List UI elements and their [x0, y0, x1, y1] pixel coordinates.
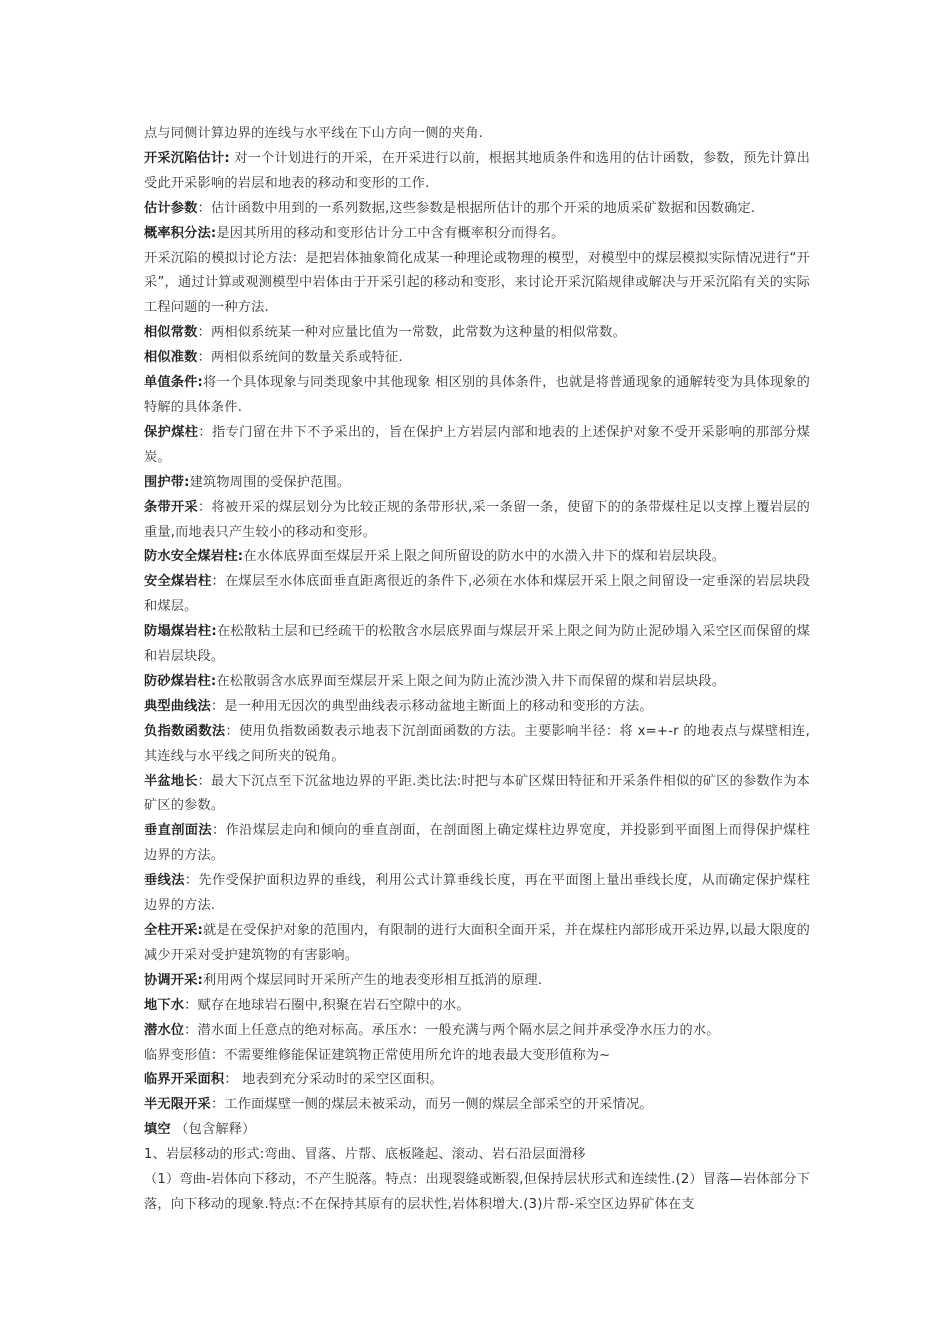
paragraph-text: ：潜水面上任意点的绝对标高。承压水：一般充满与两个隔水层之间并承受净水压力的水。 — [184, 1022, 720, 1038]
paragraph-text: 对一个计划进行的开采，在开采进行以前，根据其地质条件和选用的估计函数，参数，预先计算出受此开采影响的岩层和地表的移动和变形的工作. — [144, 150, 810, 191]
paragraph — [144, 122, 810, 147]
paragraph — [144, 994, 810, 1019]
paragraph-text: ：工作面煤壁一侧的煤层未被采动，而另一侧的煤层全部采空的开采情况。 — [210, 1097, 653, 1113]
term-label: 潜水位 — [144, 1022, 185, 1038]
paragraph — [144, 471, 810, 496]
paragraph-text: 开采沉陷的模拟讨论方法：是把岩体抽象简化成某一种理论或物理的模型，对模型中的煤层模拟实际情况进行“开采”，通过计算或观测模型中岩体由于开采引起的移动和变形，来讨论开采沉陷规律或解决与开采沉陷有关的实际工程问题的一种方法. — [144, 250, 810, 316]
paragraph — [144, 1168, 810, 1218]
term-label: 单值条件: — [144, 375, 204, 391]
term-label: 安全煤岩柱 — [144, 574, 212, 590]
paragraph — [144, 770, 810, 820]
term-label: 防塌煤岩柱: — [144, 624, 217, 640]
paragraph — [144, 670, 810, 695]
paragraph — [144, 720, 810, 770]
paragraph-text: ：将被开采的煤层划分为比较正规的条带形状,采一条留一条，使留下的的条带煤柱足以支撑上覆岩层的重量,而地表只产生较小的移动和变形。 — [144, 499, 810, 540]
section-heading — [144, 1118, 810, 1143]
paragraph-text: （1）弯曲-岩体向下移动，不产生脱落。特点：出现裂缝或断裂,但保持层状形式和连续性.(2）冒落—岩体部分下落，向下移动的现象.特点:不在保持其原有的层状性,岩体积增大.(3)片帮-采空区边界矿体在支 — [144, 1172, 810, 1212]
paragraph — [144, 695, 810, 720]
term-label: 围护带: — [144, 474, 190, 490]
paragraph — [144, 321, 810, 346]
paragraph-text: ：先作受保护面积边界的垂线，利用公式计算垂线长度，再在平面图上量出垂线长度，从而确定保护煤柱边界的方法. — [144, 873, 810, 914]
paragraph-text: ：是一种用无因次的典型曲线表示移动盆地主断面上的移动和变形的方法。 — [210, 698, 653, 714]
paragraph — [144, 869, 810, 919]
paragraph — [144, 197, 810, 222]
term-label: 保护煤柱 — [144, 424, 199, 440]
term-label: 地下水 — [144, 997, 185, 1013]
term-label: 协调开采: — [144, 972, 204, 988]
paragraph-text: 1、岩层移动的形式:弯曲、冒落、片帮、底板隆起、滚动、岩石沿层面滑移 — [144, 1147, 586, 1163]
paragraph — [144, 1143, 810, 1168]
paragraph — [144, 247, 810, 322]
paragraph-text: 点与同侧计算边界的连线与水平线在下山方向一侧的夹角. — [144, 126, 484, 141]
paragraph-text: ：作沿煤层走向和倾向的垂直剖面，在剖面图上确定煤柱边界宽度，并投影到平面图上而得保护煤柱边界的方法。 — [144, 823, 811, 864]
term-label: 典型曲线法 — [144, 698, 211, 714]
paragraph-text: 利用两个煤层同时开采所产生的地表变形相互抵消的原理. — [203, 972, 543, 988]
paragraph — [144, 421, 810, 471]
term-label: 垂线法 — [144, 873, 185, 889]
paragraph — [144, 346, 810, 371]
paragraph — [144, 1093, 810, 1118]
paragraph-text: ：指专门留在井下不予采出的，旨在保护上方岩层内部和地表的上述保护对象不受开采影响的那部分煤炭。 — [144, 424, 810, 465]
document-body — [144, 122, 810, 1218]
term-label: 防水安全煤岩柱: — [144, 549, 244, 565]
paragraph — [144, 222, 810, 247]
term-label: 垂直剖面法 — [144, 823, 212, 839]
paragraph-text: ： 地表到充分采动时的采空区面积。 — [224, 1072, 443, 1088]
term-label: 相似常数 — [144, 325, 198, 341]
term-label: 开采沉陷估计: — [144, 150, 230, 166]
paragraph — [144, 819, 810, 869]
term-label: 条带开采 — [144, 499, 199, 515]
paragraph-text: 临界变形值：不需要维修能保证建筑物正常使用所允许的地表最大变形值称为~ — [144, 1047, 611, 1063]
paragraph-text: 是因其所用的移动和变形估计分工中含有概率积分而得名。 — [216, 225, 565, 241]
paragraph-text: 将一个具体现象与同类现象中其他现象 相区别的具体条件，也就是将普通现象的通解转变为具体现象的特解的具体条件. — [144, 375, 811, 415]
paragraph — [144, 570, 810, 620]
term-label: 全柱开采: — [144, 923, 204, 938]
paragraph-text: 在水体底界面至煤层开采上限之间所留设的防水中的水溃入井下的煤和岩层块段。 — [243, 549, 726, 565]
paragraph-text: ：在煤层至水体底面垂直距离很近的条件下,必须在水体和煤层开采上限之间留设一定垂深的岩层块段和煤层。 — [144, 574, 810, 615]
term-label: 负指数函数法 — [144, 723, 226, 739]
paragraph-text: ：两相似系统某一种对应量比值为一常数，此常数为这种量的相似常数。 — [197, 325, 626, 341]
paragraph — [144, 1019, 810, 1044]
paragraph — [144, 1068, 810, 1093]
paragraph-text: 在松散弱含水底界面至煤层开采上限之间为防止流沙溃入井下而保留的煤和岩层块段。 — [216, 673, 726, 689]
paragraph-text: ：使用负指数函数表示地表下沉剖面函数的方法。主要影响半径：将 x=+-r 的地表点与煤壁相连,其连线与水平线之间所夹的锐角。 — [144, 723, 810, 764]
paragraph-text: 建筑物周围的受保护范围。 — [189, 474, 351, 490]
paragraph — [144, 147, 810, 197]
paragraph — [144, 969, 810, 994]
paragraph-text: ：两相似系统间的数量关系或特征. — [197, 350, 403, 366]
paragraph — [144, 1044, 810, 1069]
paragraph — [144, 919, 810, 969]
paragraph-text: 就是在受保护对象的范围内，有限制的进行大面积全面开采，并在煤柱内部形成开采边界,以最大限度的减少开采对受护建筑物的有害影响。 — [144, 923, 811, 963]
heading-label: 填空 — [144, 1122, 171, 1138]
term-label: 概率积分法: — [144, 225, 217, 241]
heading-note: （包含解释） — [170, 1122, 256, 1138]
paragraph-text: ：最大下沉点至下沉盆地边界的平距.类比法:时把与本矿区煤田特征和开采条件相似的矿区的参数作为本矿区的参数。 — [144, 773, 811, 814]
term-label: 防砂煤岩柱: — [144, 673, 217, 689]
paragraph-text: 在松散粘土层和已经疏干的松散含水层底界面与煤层开采上限之间为防止泥砂塌入采空区而保留的煤和岩层块段。 — [144, 624, 810, 665]
paragraph — [144, 496, 810, 546]
paragraph — [144, 545, 810, 570]
term-label: 半无限开采 — [144, 1097, 211, 1113]
term-label: 相似准数 — [144, 350, 198, 366]
paragraph-text: ：赋存在地球岩石圈中,积聚在岩石空隙中的水。 — [184, 997, 470, 1013]
term-label: 估计参数 — [144, 200, 198, 216]
paragraph — [144, 371, 810, 421]
term-label: 半盆地长 — [144, 773, 198, 789]
paragraph-text: ：估计函数中用到的一系列数据,这些参数是根据所估计的那个开采的地质采矿数据和因数确定. — [197, 200, 756, 216]
paragraph — [144, 620, 810, 670]
term-label: 临界开采面积 — [144, 1072, 225, 1088]
